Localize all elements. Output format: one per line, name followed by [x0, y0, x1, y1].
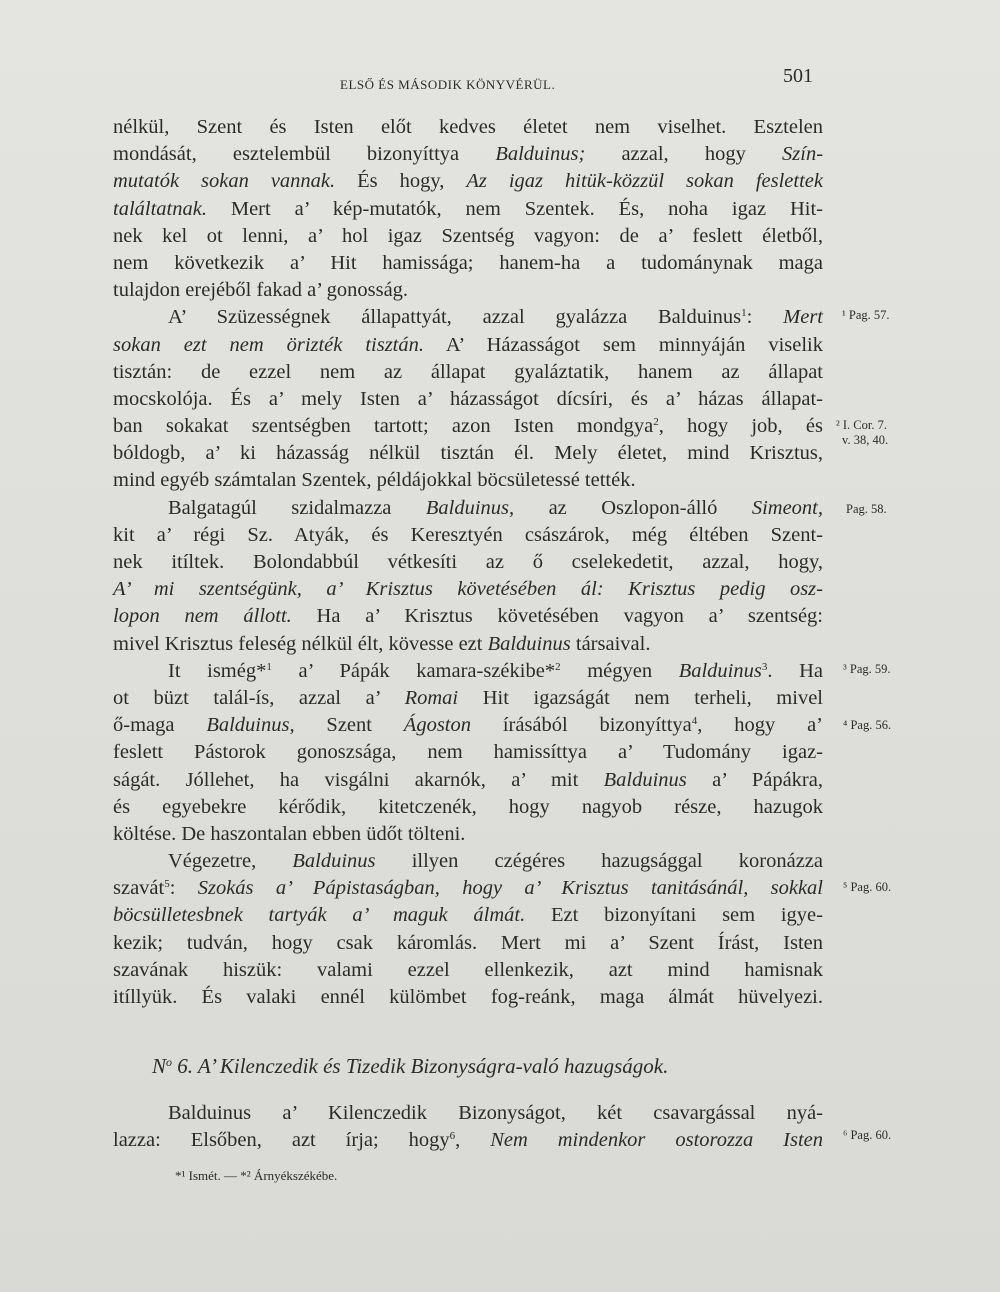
text-line: Végezetre, Balduinus illyen czégéres hazugsággal koronázza [168, 850, 823, 873]
text-line: böcsülletesbnek tartyák a’ maguk álmát. Ezt bizonyítani sem igye- [113, 904, 823, 927]
main-text-continued [113, 1100, 823, 1154]
text-line: It ismég*$^1$ a’ Pápák kamara-székibe*$^2$ mégyen Balduinus$^3$. Ha [168, 659, 823, 682]
footnote: *¹ Ismét. — *² Árnyékszékébe. [175, 1168, 338, 1183]
text-line: Balduinus a’ Kilenczedik Bizonyságot, két csavargással nyá- [168, 1102, 823, 1124]
text-line: szavát$^5$: Szokás a’ Pápistaságban, hogy a’ Krisztus tanitásánál, sokkal [113, 877, 823, 900]
main-text [113, 114, 823, 1011]
section-no-sign: N [152, 1054, 167, 1078]
text-line: nek kel ot lenni, a’ hol igaz Szentség vagyon: de a’ feslett életből, [113, 224, 823, 247]
text-line: mondását, esztelembül bizonyíttya Balduinus; azzal, hogy Szín- [113, 143, 824, 166]
section-number: 6. [177, 1054, 194, 1078]
text-line: ot büzt talál-ís, azzal a’ Romai Hit igazságát nem terheli, mivel [113, 686, 823, 709]
text-line: költése. De haszontalan ebben üdőt tölteni. [113, 822, 466, 845]
text-line: nem következik a’ Hit hamissága; hanem-ha a tudománynak maga [113, 251, 823, 274]
text-line: kit a’ régi Sz. Atyák, és Keresztyén császárok, még éltében Szent- [113, 523, 823, 546]
text-line: mutatók sokan vannak. És hogy, Az igaz hitük-közzül sokan feslettek [113, 170, 823, 193]
text-line: sokan ezt nem örizték tisztán. A’ Házasságot sem minnyáján viselik [113, 333, 823, 356]
text-line: mind egyéb számtalan Szentek, példájokkal böcsületessé tették. [113, 469, 636, 492]
text-line: feslett Pástorok gonoszsága, nem hamissíttya a’ Tudomány igaz- [113, 741, 823, 764]
margin-note: v. 38, 40. [842, 433, 889, 447]
text-line: A’ Szüzességnek állapattyát, azzal gyalázza Balduinus$^1$: Mert [168, 306, 824, 329]
text-line: szavának hiszük: valami ezzel ellenkezik, azt mind hamisnak [113, 958, 823, 981]
text-line: itíllyük. És valaki ennél külömbet fog-reánk, maga álmát hüvelyezi. [113, 986, 823, 1008]
text-line: tisztán: de ezzel nem az állapat gyaláztatik, hanem az állapat [113, 360, 823, 383]
text-line: ságát. Jóllehet, ha visgálni akarnók, a’ mit Balduinus a’ Pápákra, [113, 768, 823, 791]
text-line: ban sokakat szentségben tartott; azon Isten mondgya$^2$, hogy job, és [113, 415, 823, 438]
text-line: lopon nem állott. Ha a’ Krisztus követésében vagyon a’ szentség: [113, 605, 823, 628]
text-line: találtatnak. Mert a’ kép-mutatók, nem Szentek. És, noha igaz Hit- [113, 197, 823, 220]
text-line: lazza: Elsőben, azt írja; hogy$^6$, Nem mindenkor ostorozza Isten [113, 1129, 823, 1152]
text-line: tulajdon erejéből fakad a’ gonosság. [113, 279, 409, 302]
running-title: ELSŐ ÉS MÁSODIK KÖNYVÉRÜL. [340, 77, 556, 92]
text-line: mocskolója. És a’ mely Isten a’ házasságot dícsíri, és a’ házas állapat- [113, 387, 823, 410]
text-line: mivel Krisztus feleség nélkül élt, kövesse ezt Balduinus társaival. [113, 632, 651, 655]
text-line: kezik; tudván, hogy csak káromlás. Mert mi a’ Szent Írást, Isten [113, 931, 823, 954]
text-line: ő-maga Balduinus, Szent Ágoston írásából bizonyíttya$^4$, hogy a’ [113, 714, 823, 737]
text-line: nélkül, Szent és Isten előt kedves életet nem viselhet. Esztelen [113, 116, 823, 138]
section-heading [152, 1054, 668, 1079]
text-line: Balgatagúl szidalmazza Balduinus, az Oszlopon-álló Simeont, [168, 496, 823, 519]
margin-note: ⁶ Pag. 60. [843, 1128, 892, 1142]
page-number: 501 [783, 65, 813, 87]
margin-note: ¹ Pag. 57. [842, 308, 890, 322]
text-line: és egyebekre kérődik, kitetczenék, hogy nagyob része, hazugok [113, 795, 823, 818]
text-line: nek itíltek. Bolondabbúl vétkesíti az ő cselekedetit, azzal, hogy, [113, 551, 823, 573]
margin-note: ² I. Cor. 7. [836, 418, 887, 432]
section-title: A’ Kilenczedik és Tizedik Bizonyságra-való hazugságok. [197, 1054, 669, 1078]
margin-note: ³ Pag. 59. [843, 662, 891, 676]
text-line: A’ mi szentségünk, a’ Krisztus követésében ál: Krisztus pedig osz- [113, 578, 823, 601]
margin-note: ⁵ Pag. 60. [843, 880, 892, 894]
text-line: bóldogb, a’ ki házasság nélkül tisztán él. Mely életet, mind Krisztus, [113, 442, 823, 465]
section-no-sup: o [166, 1055, 173, 1069]
margin-note: ⁴ Pag. 56. [843, 718, 892, 732]
margin-note: Pag. 58. [846, 502, 887, 516]
